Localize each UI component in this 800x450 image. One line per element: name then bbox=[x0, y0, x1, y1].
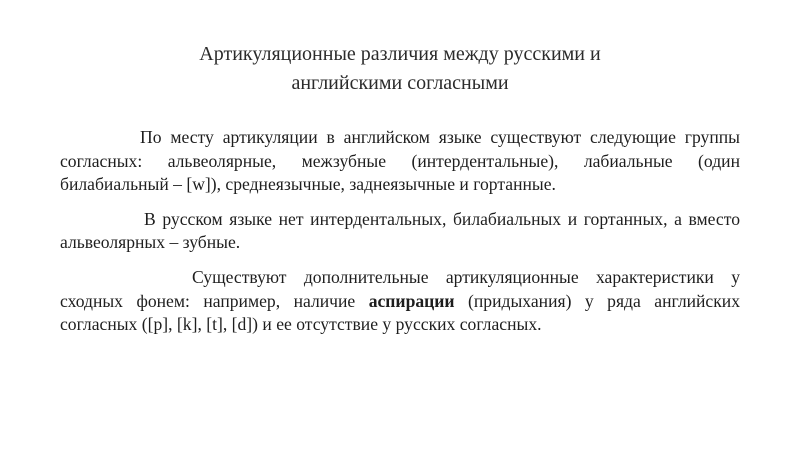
paragraph-aspiration bbox=[60, 266, 740, 337]
slide-title bbox=[80, 40, 720, 98]
paragraph-aspiration-text-end: (придыхания) у ряда английских согласных ([p], [k], [t], [d]) и ее отсутствие у русских согласных. bbox=[60, 290, 741, 335]
paragraph-places-of-articulation: По месту артикуляции в английском языке существуют следующие группы согласных: альвеолярные, межзубные (интердентальные), лабиальные (один билабиальный – [w]), среднеязычные, заднеязычные и гортанные. bbox=[60, 127, 740, 195]
slide-title-line-2: английскими согласными bbox=[291, 72, 509, 94]
slide-body bbox=[60, 126, 740, 348]
aspiration-term: аспирации bbox=[368, 290, 455, 311]
paragraph-aspiration-text-start: Существуют дополнительные артикуляционные характеристики у сходных фонем: например, наличие bbox=[60, 266, 740, 311]
paragraph-russian-differences: В русском языке нет интердентальных, билабиальных и гортанных, а вместо альвеолярных – зубные. bbox=[60, 208, 740, 253]
slide-title-line-1: Артикуляционные различия между русскими и bbox=[199, 43, 601, 65]
